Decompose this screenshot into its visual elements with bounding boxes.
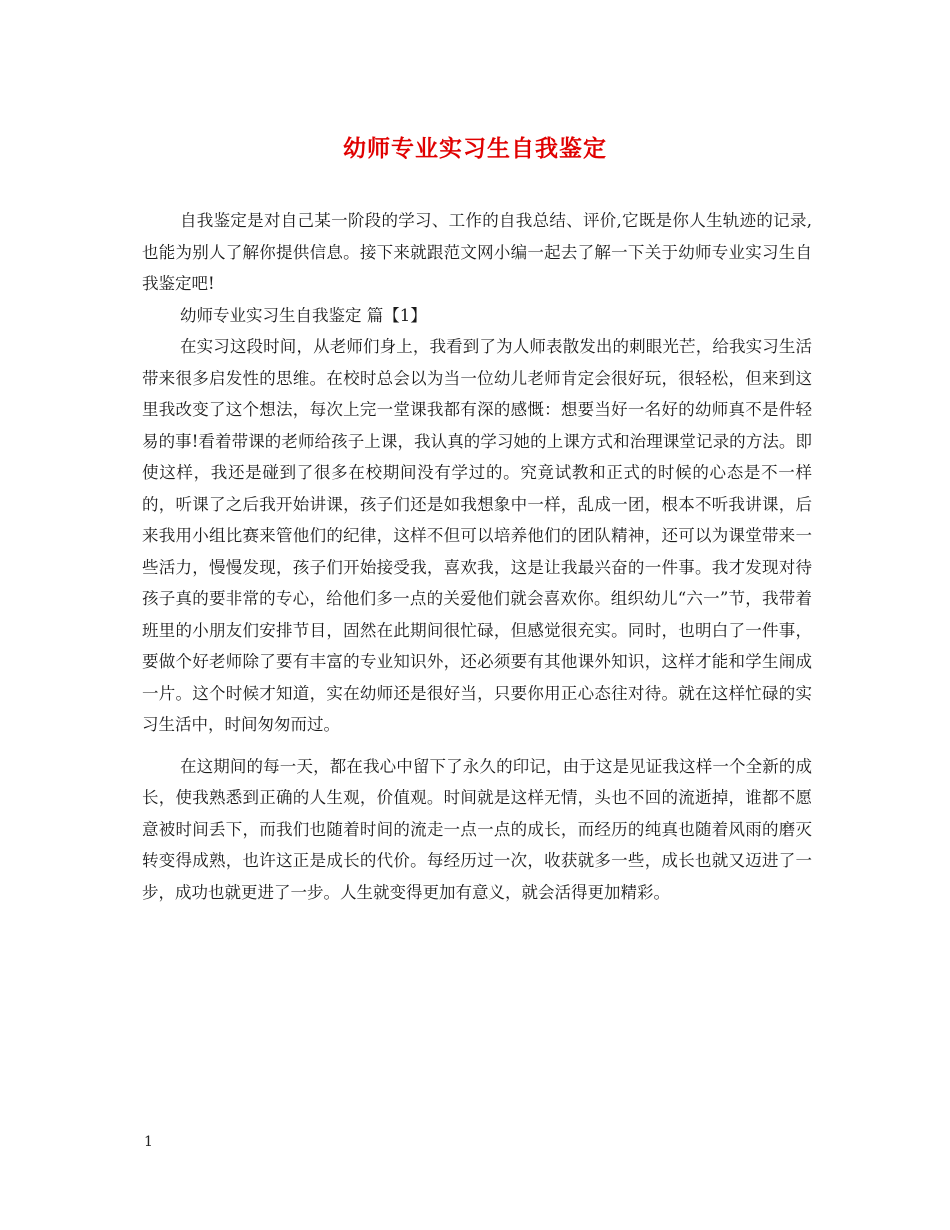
intro-paragraph: 自我鉴定是对自己某一阶段的学习、工作的自我总结、评价,它既是你人生轨迹的记录,也能为别人了解你提供信息。接下来就跟范文网小编一起去了解一下关于幼师专业实习生自我鉴定吧! xyxy=(142,211,812,293)
body-paragraph: 在这期间的每一天，都在我心中留下了永久的印记，由于这是见证我这样一个全新的成长，使我熟悉到正确的人生观，价值观。时间就是这样无情，头也不回的流逝掉，谁都不愿意被时间丢下，而我们也随着时间的流走一点一点的成长，而经历的纯真也随着风雨的磨灭转变得成熟，也许这正是成长的代价。每经历过一次，收获就多一些，成长也就又迈进了一步，成功也就更进了一步。人生就变得更加有意义，就会活得更加精彩。 xyxy=(142,756,812,902)
section-heading: 幼师专业实习生自我鉴定 篇【1】 xyxy=(180,305,427,325)
document-title: 幼师专业实习生自我鉴定 xyxy=(343,135,607,162)
page-number: 1 xyxy=(144,1134,153,1150)
body-paragraph: 在实习这段时间，从老师们身上，我看到了为人师表散发出的刺眼光芒，给我实习生活带来很多启发性的思维。在校时总会以为当一位幼儿老师肯定会很好玩，很轻松，但来到这里我改变了这个想法，每次上完一堂课我都有深的感慨：想要当好一名好的幼师真不是件轻易的事!看着带课的老师给孩子上课，我认真的学习她的上课方式和治理课堂记录的方法。即使这样，我还是碰到了很多在校期间没有学过的。究竟试教和正式的时候的心态是不一样的，听课了之后我开始讲课，孩子们还是如我想象中一样，乱成一团，根本不听我讲课，后来我用小组比赛来管他们的纪律，这样不但可以培养他们的团队精神，还可以为课堂带来一些活力，慢慢发现，孩子们开始接受我，喜欢我，这是让我最兴奋的一件事。我才发现对待孩子真的要非常的专心，给他们多一点的关爱他们就会喜欢你。组织幼儿“六一”节，我带着班里的小朋友们安排节目，固然在此期间很忙碌，但感觉很充实。同时，也明白了一件事，要做个好老师除了要有丰富的专业知识外，还必须要有其他课外知识，这样才能和学生闹成一片。这个时候才知道，实在幼师还是很好当，只要你用正心态往对待。就在这样忙碌的实习生活中，时间匆匆而过。 xyxy=(142,337,812,734)
document-body xyxy=(142,205,812,908)
